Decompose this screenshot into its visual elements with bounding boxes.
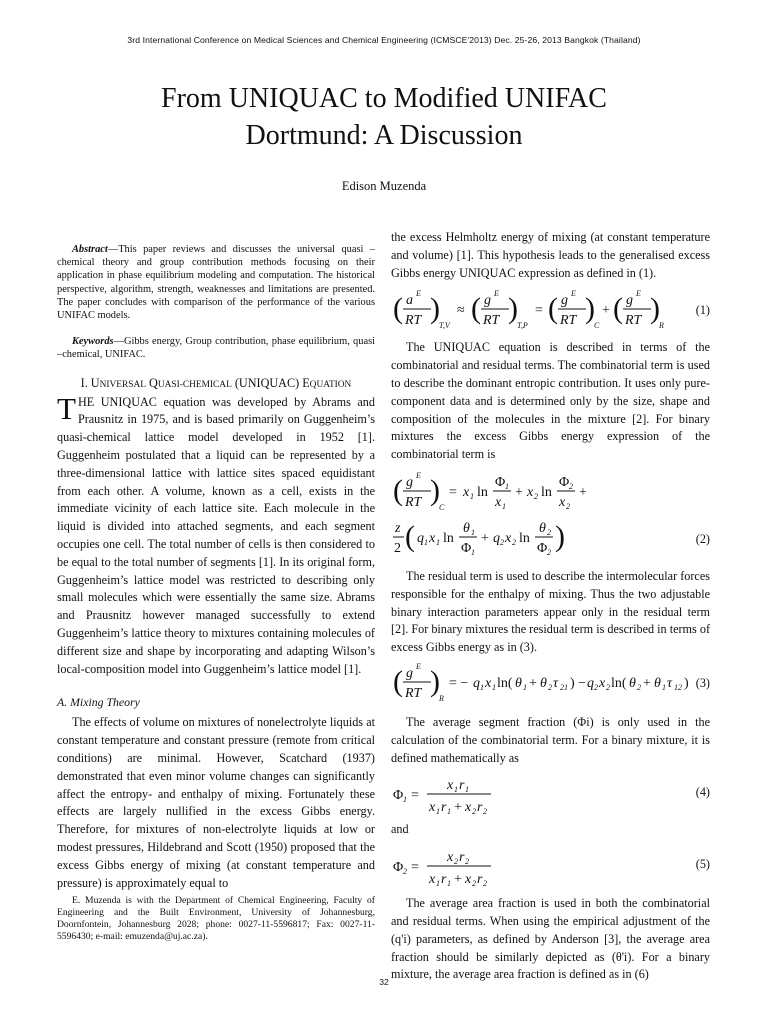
right-paragraph-4: The average segment fraction (Φi) is only used in the calculation of the combinatorial term. For a binary mixture, it is defined mathematically as bbox=[391, 714, 710, 765]
svg-text:Φ: Φ bbox=[559, 474, 570, 490]
svg-text:g: g bbox=[406, 474, 413, 490]
svg-text:+: + bbox=[529, 675, 537, 691]
svg-text:θ: θ bbox=[540, 675, 547, 691]
svg-text:2: 2 bbox=[547, 547, 551, 557]
svg-text:x: x bbox=[527, 484, 534, 500]
equation-4 bbox=[391, 771, 710, 821]
right-column bbox=[391, 229, 710, 984]
intro-paragraph: THE UNIQUAC equation was developed by Abrams and Prausnitz in 1975, and is based primarily on Guggenheim’s quasi-chemical lattice model developed in 1952 [1]. Guggenheim postulated that a liquid can be represented by a three-dimensional lattice with lattice sites spaced equidistant from each other. A volume, known as a cell, exists in the immediate vicinity of each lattice site. Each molecule in the liquid is divided into attached segments, and each segment occupies one cell. The total number of cells is then considered to be equal to the total number of segments [1]. In its original form, Guggenheim’s lattice model was restricted to describing only small molecules which were essentially the same size. Abrams and Prausnitz however managed successfully to extend Guggenheim’s lattice theory to mixtures containing molecules of different size and shape by incorporating and adapting Wilson’s local-composition model into Guggenheim’s lattice model [1]. bbox=[57, 390, 375, 676]
equation-1-graphic bbox=[391, 286, 691, 334]
svg-text:): ) bbox=[430, 473, 440, 507]
svg-text:x: x bbox=[465, 800, 472, 816]
svg-text:2: 2 bbox=[594, 682, 598, 692]
keywords-label: Keywords bbox=[72, 336, 114, 348]
right-paragraph-3: The residual term is used to describe the intermolecular forces responsible for the enthalpy of mixing. Thus the two adjustable binary interaction parameters appear only in the residual term [2]. For binary mixtures the residual term is described in terms of excess Gibbs energy as in (3). bbox=[391, 568, 710, 655]
svg-text:2: 2 bbox=[483, 807, 487, 817]
svg-text:E: E bbox=[571, 289, 576, 299]
svg-text:1: 1 bbox=[505, 481, 509, 491]
svg-text:r: r bbox=[459, 850, 465, 866]
svg-text:r: r bbox=[441, 872, 447, 888]
svg-text:g: g bbox=[484, 293, 491, 309]
svg-text:z: z bbox=[395, 520, 401, 536]
svg-text:=: = bbox=[535, 303, 543, 319]
equation-2 bbox=[391, 468, 710, 568]
svg-text:x: x bbox=[447, 778, 454, 794]
right-paragraph-1: the excess Helmholtz energy of mixing (at constant temperature and volume) [1]. This hypothesis leads to the generalised excess Gibbs energy UNIQUAC expression as defined in (1). bbox=[391, 230, 710, 280]
equation-2-graphic bbox=[391, 468, 691, 568]
svg-text:1: 1 bbox=[471, 547, 475, 557]
abstract bbox=[57, 243, 375, 322]
svg-text:(: ( bbox=[405, 519, 415, 553]
svg-text:Φ: Φ bbox=[537, 540, 548, 556]
equation-4-number: (4) bbox=[695, 785, 710, 800]
svg-text:RT: RT bbox=[405, 313, 422, 329]
svg-text:): ) bbox=[508, 292, 518, 326]
svg-text:2: 2 bbox=[472, 879, 476, 889]
svg-text:1: 1 bbox=[662, 682, 666, 692]
svg-text:ln(: ln( bbox=[611, 675, 627, 691]
svg-text:E: E bbox=[416, 661, 421, 671]
equation-5-graphic bbox=[391, 843, 591, 891]
svg-text:C: C bbox=[594, 321, 600, 331]
svg-text:(: ( bbox=[471, 292, 481, 326]
svg-text:): ) bbox=[684, 675, 689, 691]
svg-text:C: C bbox=[439, 502, 445, 512]
svg-text:1: 1 bbox=[523, 682, 527, 692]
svg-text:a: a bbox=[406, 293, 413, 309]
svg-text:2: 2 bbox=[606, 682, 610, 692]
svg-text:2: 2 bbox=[534, 491, 538, 501]
svg-text:τ: τ bbox=[553, 675, 559, 691]
equation-3-graphic bbox=[391, 659, 711, 709]
svg-text:g: g bbox=[626, 293, 633, 309]
svg-text:): ) bbox=[555, 519, 565, 553]
svg-text:2: 2 bbox=[512, 537, 516, 547]
svg-text:θ: θ bbox=[463, 520, 470, 536]
svg-text:1: 1 bbox=[447, 879, 451, 889]
svg-text:1: 1 bbox=[403, 795, 407, 805]
svg-text:2: 2 bbox=[569, 481, 573, 491]
svg-text:RT: RT bbox=[560, 313, 577, 329]
svg-text:(: ( bbox=[393, 664, 403, 698]
svg-text:1: 1 bbox=[436, 879, 440, 889]
and-text: and bbox=[391, 822, 409, 837]
svg-text:2: 2 bbox=[465, 857, 469, 867]
svg-text:2: 2 bbox=[548, 682, 552, 692]
svg-text:): ) bbox=[430, 292, 440, 326]
svg-text:r: r bbox=[459, 778, 465, 794]
right-paragraph-2: The UNIQUAC equation is described in terms of the combinatorial and residual terms. The combinatorial term is used to describe the dominant entropic contribution. It uses only pure-component data and is determined only by the size, shape and composition of the molecules in the mixture [2]. For binary mixtures the excess Gibbs energy expression of the combinatorial term is bbox=[391, 340, 710, 462]
svg-text:1: 1 bbox=[436, 807, 440, 817]
subsection-heading: A. Mixing Theory bbox=[57, 695, 140, 710]
svg-text:) −: ) − bbox=[570, 675, 587, 691]
svg-text:x: x bbox=[599, 675, 606, 691]
svg-text:1: 1 bbox=[470, 491, 474, 501]
svg-text:Φ: Φ bbox=[495, 474, 506, 490]
equation-3-number: (3) bbox=[695, 675, 710, 690]
author-name: Edison Muzenda bbox=[341, 179, 427, 193]
section-heading: I. UNIVERSAL QUASI-CHEMICAL (UNIQUAC) EQUATION bbox=[80, 375, 352, 390]
svg-text:r: r bbox=[477, 800, 483, 816]
svg-text:x: x bbox=[429, 530, 436, 546]
svg-text:Φ: Φ bbox=[393, 860, 404, 876]
equation-5-number: (5) bbox=[695, 857, 710, 872]
svg-text:θ: θ bbox=[515, 675, 522, 691]
mixing-theory-paragraph: The effects of volume on mixtures of nonelectrolyte liquids at constant temperature and constant pressure (remote from critical conditions) are minimal. However, Scatchard (1937) demonstrated that even minor volume changes can significantly affect the entropy- and enthalpy of mixing. Fortunately these effects are largely nullified in the excess Gibbs energy. Therefore, for mixtures of non-electrolyte liquids at low or modest pressures, Hildebrand and Scott (1950) proposed that the excess Gibbs energy of mixing (at constant temperature and pressure) is approximately equal to bbox=[57, 715, 375, 890]
svg-text:(: ( bbox=[393, 292, 403, 326]
svg-text:21: 21 bbox=[560, 682, 568, 692]
svg-text:2: 2 bbox=[403, 867, 407, 877]
svg-text:g: g bbox=[406, 665, 413, 681]
svg-text:Φ: Φ bbox=[393, 788, 404, 804]
svg-text:E: E bbox=[416, 289, 421, 299]
svg-text:=: = bbox=[411, 860, 419, 876]
svg-text:1: 1 bbox=[424, 537, 428, 547]
svg-text:q: q bbox=[587, 675, 594, 691]
svg-text:2: 2 bbox=[483, 879, 487, 889]
svg-text:1: 1 bbox=[465, 785, 469, 795]
svg-text:r: r bbox=[441, 800, 447, 816]
svg-text:RT: RT bbox=[405, 685, 422, 701]
svg-text:2: 2 bbox=[500, 537, 504, 547]
svg-text:RT: RT bbox=[483, 313, 500, 329]
keywords-text: —Gibbs energy, Group contribution, phase equilibrium, quasi –chemical, UNIFAC. bbox=[57, 336, 375, 361]
page-number: 32 bbox=[379, 977, 389, 987]
svg-text:E: E bbox=[416, 470, 421, 480]
keywords bbox=[57, 335, 375, 361]
abstract-label: Abstract bbox=[72, 244, 108, 255]
svg-text:g: g bbox=[561, 293, 568, 309]
svg-text:+: + bbox=[454, 800, 462, 816]
title-line-2: Dortmund: A Discussion bbox=[245, 120, 523, 151]
svg-text:2: 2 bbox=[566, 501, 570, 511]
svg-text:1: 1 bbox=[492, 682, 496, 692]
svg-text:x: x bbox=[505, 530, 512, 546]
svg-text:): ) bbox=[430, 664, 440, 698]
svg-text:2: 2 bbox=[547, 527, 551, 537]
svg-text:+: + bbox=[454, 872, 462, 888]
svg-text:Φ: Φ bbox=[461, 540, 472, 556]
equation-2-number: (2) bbox=[695, 531, 710, 546]
svg-text:θ: θ bbox=[654, 675, 661, 691]
svg-text:ln: ln bbox=[519, 530, 530, 546]
equation-3 bbox=[391, 659, 710, 711]
svg-text:=: = bbox=[449, 484, 457, 500]
svg-text:θ: θ bbox=[629, 675, 636, 691]
svg-text:=: = bbox=[411, 788, 419, 804]
svg-text:1: 1 bbox=[502, 501, 506, 511]
equation-1 bbox=[391, 286, 710, 336]
svg-text:+: + bbox=[515, 484, 523, 500]
svg-text:(: ( bbox=[393, 473, 403, 507]
svg-text:x: x bbox=[465, 872, 472, 888]
paper-title bbox=[0, 80, 768, 154]
svg-text:): ) bbox=[585, 292, 595, 326]
svg-text:r: r bbox=[477, 872, 483, 888]
drop-cap: T bbox=[57, 390, 76, 426]
svg-text:E: E bbox=[494, 289, 499, 299]
svg-text:RT: RT bbox=[405, 494, 422, 510]
svg-text:= −: = − bbox=[449, 675, 469, 691]
svg-text:T,P: T,P bbox=[517, 321, 528, 331]
svg-text:q: q bbox=[473, 675, 480, 691]
svg-text:(: ( bbox=[613, 292, 623, 326]
svg-text:θ: θ bbox=[539, 520, 546, 536]
left-column bbox=[57, 243, 375, 892]
svg-text:ln: ln bbox=[443, 530, 454, 546]
svg-text:R: R bbox=[439, 693, 444, 703]
svg-text:x: x bbox=[429, 872, 436, 888]
right-paragraph-5: The average area fraction is used in both the combinatorial and residual terms. When using the empirical adjustment of the (q'i) parameters, as defined by Anderson [3], the average area fraction should be similarly depicted as (θ'i). For a binary mixture, the average area fraction is defined as in (6) bbox=[391, 896, 710, 982]
svg-text:+: + bbox=[481, 530, 489, 546]
svg-text:x: x bbox=[559, 494, 566, 510]
svg-text:R: R bbox=[659, 321, 664, 331]
svg-text:x: x bbox=[463, 484, 470, 500]
svg-text:2: 2 bbox=[454, 857, 458, 867]
footnote: E. Muzenda is with the Department of Chemical Engineering, Faculty of Engineering and the Built Environment, University of Johannesburg, Doornfontein, Johannesburg 2028; phone: 0027-11-5596817; Fax: 0027-11-5596430; e-mail: emuzenda@uj.ac.za). bbox=[57, 895, 375, 942]
svg-text:2: 2 bbox=[394, 540, 401, 556]
svg-text:x: x bbox=[429, 800, 436, 816]
svg-text:(: ( bbox=[548, 292, 558, 326]
svg-text:ln: ln bbox=[477, 484, 488, 500]
abstract-text: —This paper reviews and discusses the universal quasi – chemical theory and group contribution methods focusing on their application in phase equilibrium modeling and computation. The historical perspective, algorithm, strength, weaknesses and limitations are presented. The paper concludes with comparison of the performance of the various UNIFAC models. bbox=[57, 244, 375, 322]
svg-text:1: 1 bbox=[471, 527, 475, 537]
equation-5 bbox=[391, 843, 710, 893]
conference-header: 3rd International Conference on Medical Sciences and Chemical Engineering (ICMSCE'2013) Dec. 25-26, 2013 Bangkok (Thailand) bbox=[127, 35, 641, 45]
svg-text:x: x bbox=[447, 850, 454, 866]
title-line-1: From UNIQUAC to Modified UNIFAC bbox=[161, 83, 607, 114]
svg-text:1: 1 bbox=[447, 807, 451, 817]
svg-text:ln: ln bbox=[541, 484, 552, 500]
svg-text:ln(: ln( bbox=[497, 675, 513, 691]
svg-text:1: 1 bbox=[436, 537, 440, 547]
svg-text:T,V: T,V bbox=[439, 321, 450, 331]
svg-text:+: + bbox=[602, 303, 610, 319]
svg-text:12: 12 bbox=[674, 682, 682, 692]
svg-text:x: x bbox=[495, 494, 502, 510]
svg-text:E: E bbox=[636, 289, 641, 299]
equation-1-number: (1) bbox=[695, 303, 710, 318]
svg-text:≈: ≈ bbox=[457, 303, 465, 319]
svg-text:1: 1 bbox=[454, 785, 458, 795]
equation-4-graphic bbox=[391, 771, 591, 819]
svg-text:): ) bbox=[650, 292, 660, 326]
svg-text:RT: RT bbox=[625, 313, 642, 329]
svg-text:τ: τ bbox=[667, 675, 673, 691]
svg-text:2: 2 bbox=[472, 807, 476, 817]
svg-text:2: 2 bbox=[637, 682, 641, 692]
svg-text:x: x bbox=[485, 675, 492, 691]
svg-text:q: q bbox=[417, 530, 424, 546]
svg-text:1: 1 bbox=[480, 682, 484, 692]
svg-text:+: + bbox=[643, 675, 651, 691]
svg-text:q: q bbox=[493, 530, 500, 546]
svg-text:+: + bbox=[579, 484, 587, 500]
